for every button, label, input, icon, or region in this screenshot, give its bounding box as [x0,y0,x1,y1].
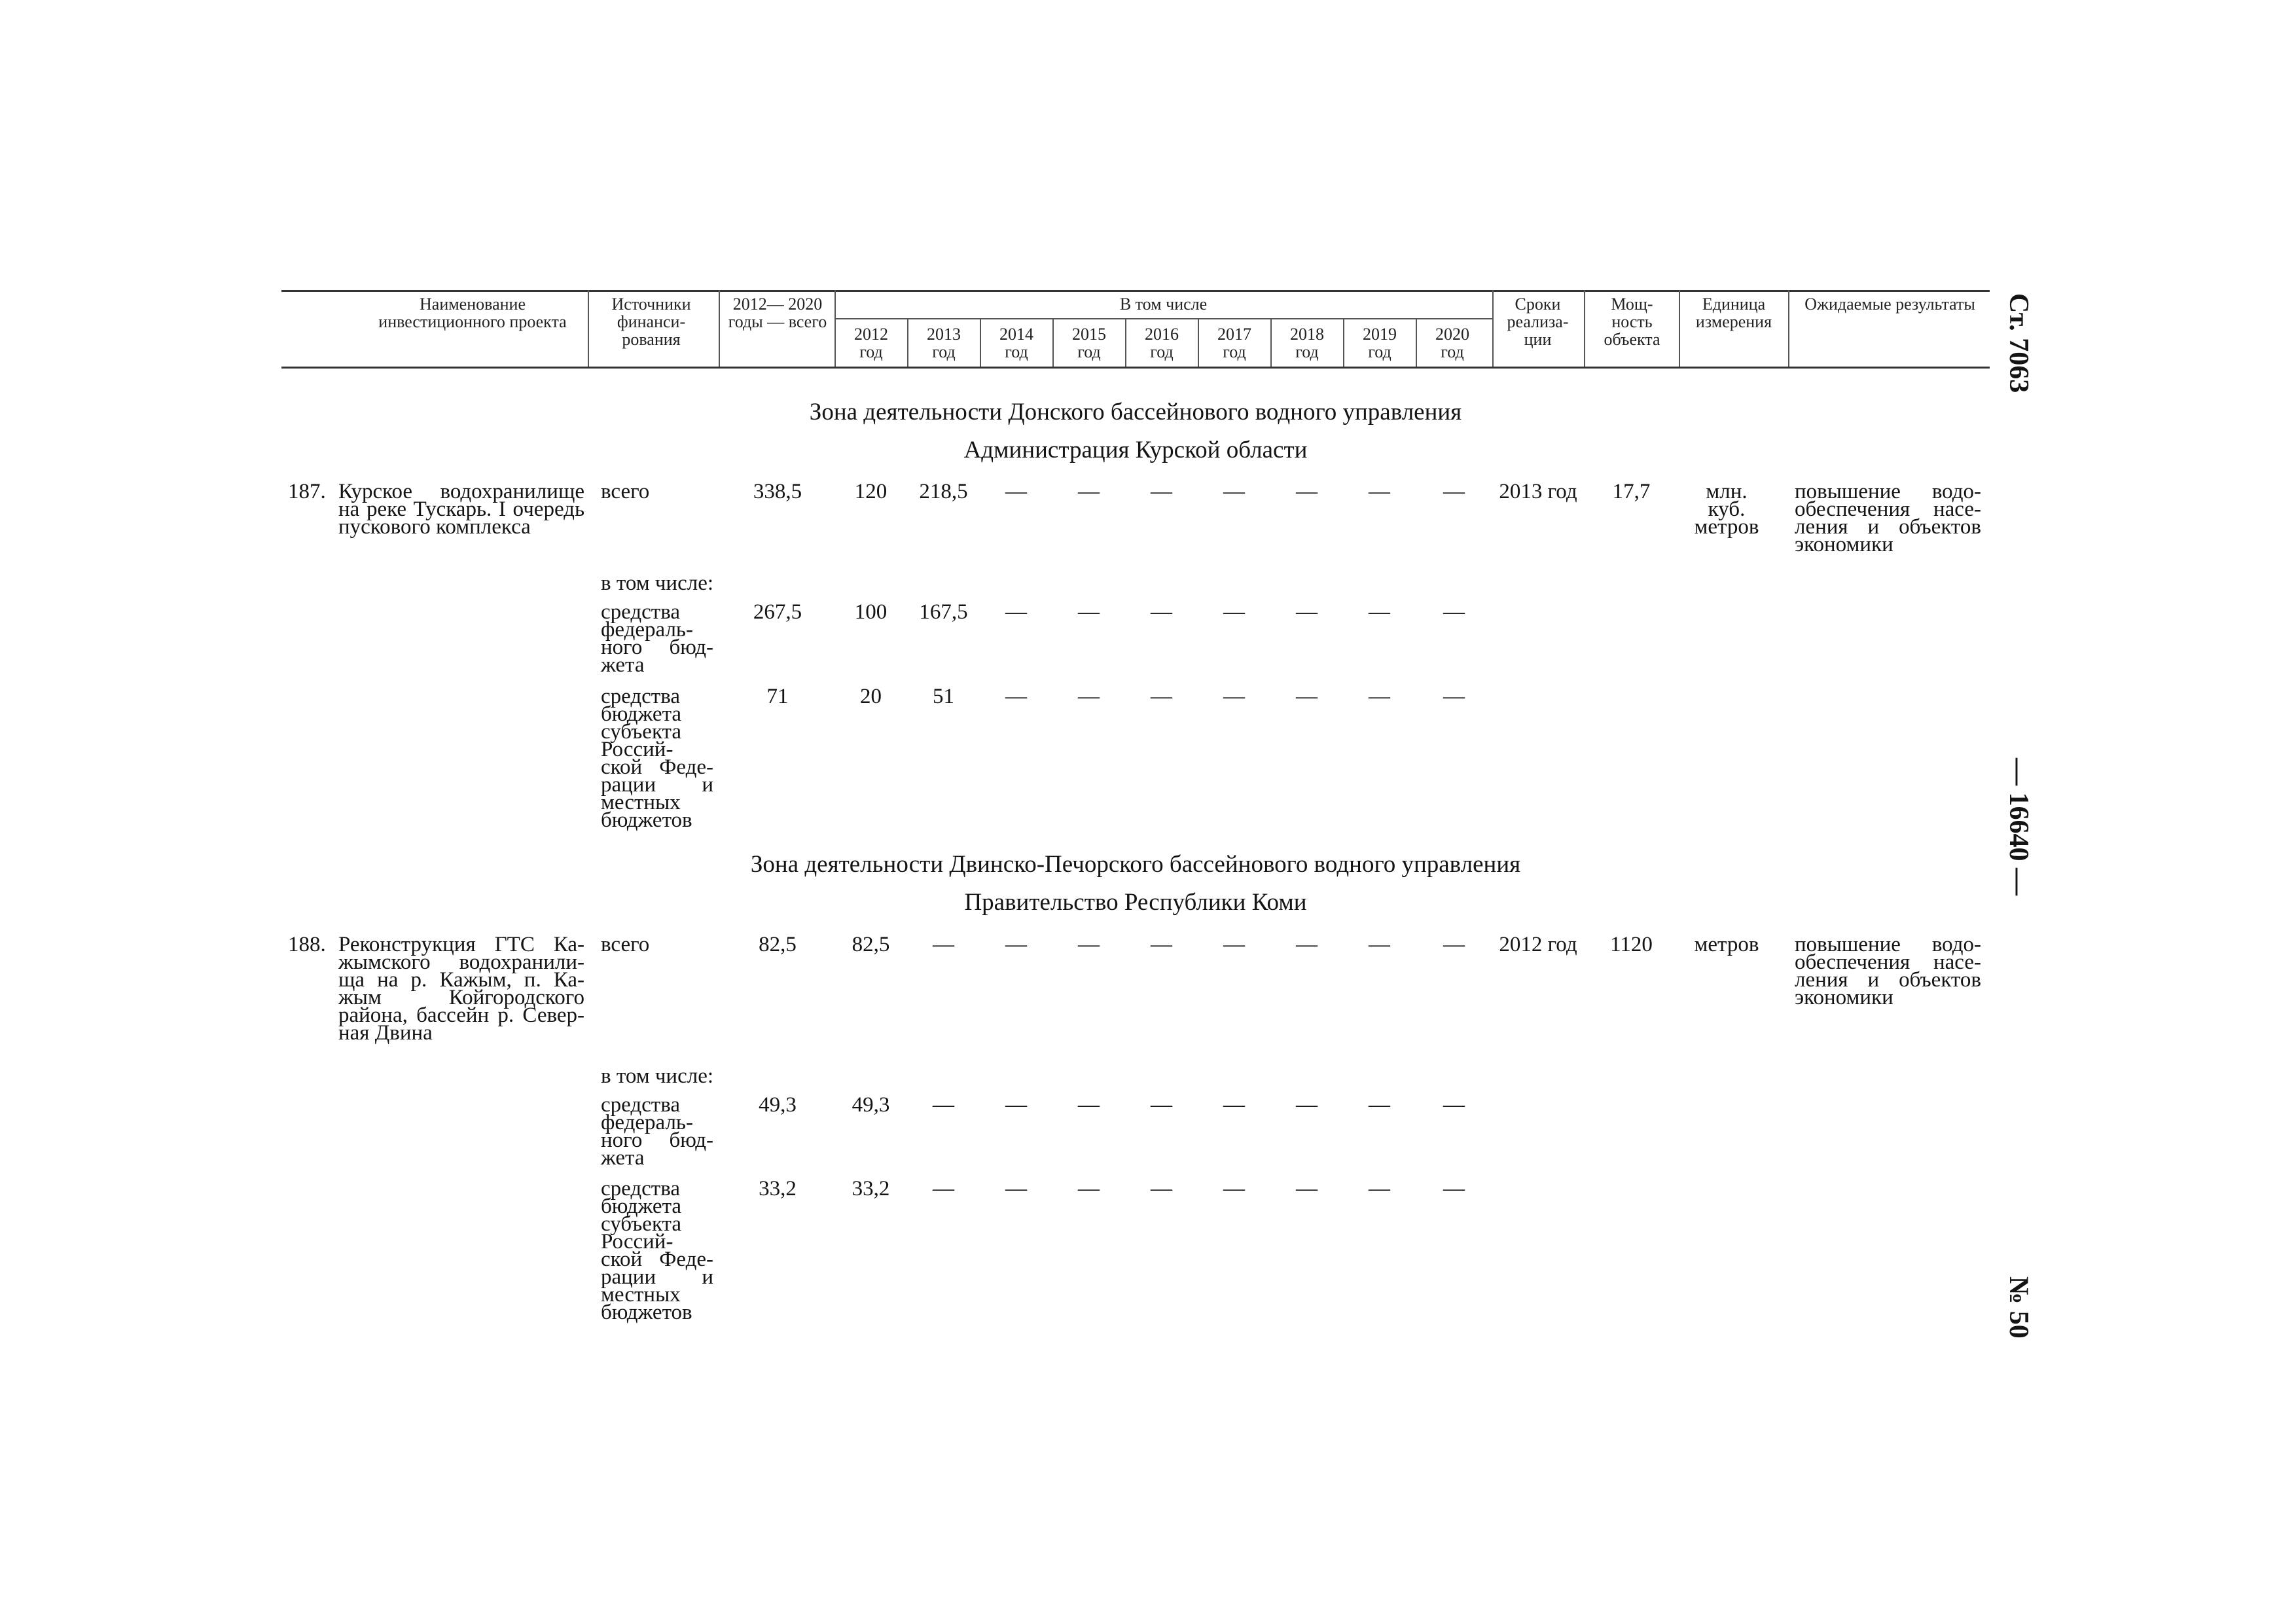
including-label: в том числе: [601,571,714,595]
year-value: — [1078,933,1100,956]
year-value: 33,2 [852,1177,890,1200]
authority-heading: Администрация Курской области [963,437,1308,463]
header-year: 2016 год [1145,325,1179,361]
including-label: в том числе: [601,1064,714,1088]
source-label: всего [601,933,650,956]
year-value: 82,5 [852,933,890,956]
year-value: — [1078,480,1100,503]
year-value: 49,3 [852,1093,890,1117]
year-value: — [1296,1177,1318,1200]
year-value: 167,5 [919,600,968,624]
capacity-value: 1120 [1610,933,1653,956]
year-value: — [1443,600,1465,624]
source-label: средства бюджета субъекта Россий- ской Феде- рации и местных бюджетов [601,1177,713,1324]
header-bottom-rule [281,367,1990,369]
year-value: — [1223,480,1245,503]
source-label: всего [601,480,650,503]
year-value: — [1005,600,1027,624]
year-value: — [1369,480,1390,503]
term-value: 2012 год [1499,933,1577,956]
total-value: 82,5 [759,933,797,956]
header-unit: Единица измерения [1695,295,1772,331]
year-value: — [933,1093,954,1117]
year-value: — [1296,685,1318,708]
year-value: 51 [933,685,954,708]
year-value: — [1078,685,1100,708]
year-value: — [1151,1093,1172,1117]
header-year: 2020 год [1435,325,1469,361]
expected-result: повышение водо- обеспечения насе- ления и объектов экономики [1795,933,1981,1009]
year-value: — [1005,480,1027,503]
header-total: 2012— 2020 годы — всего [728,295,827,331]
header-year: 2018 год [1290,325,1324,361]
col-divider [1270,318,1272,367]
col-divider [1492,290,1494,367]
year-value: — [1369,600,1390,624]
header-term: Сроки реализа- ции [1507,295,1569,349]
document-number: — 16640 — [2003,758,2034,895]
source-label: средства федераль- ного бюд- жета [601,600,713,677]
zone-heading: Зона деятельности Двинско-Печорского бассейнового водного управления [750,851,1521,878]
year-value: — [933,1177,954,1200]
year-value: — [933,933,954,956]
year-value: — [1443,933,1465,956]
header-year: 2012 год [854,325,888,361]
year-value: — [1223,1177,1245,1200]
header-including: В том числе [1119,295,1208,314]
col-divider [1052,318,1054,367]
year-value: — [1078,1177,1100,1200]
expected-result: повышение водо- обеспечения насе- ления и объектов экономики [1795,480,1981,556]
year-value: — [1443,480,1465,503]
unit-value: млн. куб. метров [1694,480,1759,539]
header-results: Ожидаемые результаты [1804,295,1975,314]
year-value: — [1223,933,1245,956]
header-year: 2017 год [1217,325,1251,361]
source-label: средства бюджета субъекта Россий- ской Феде- рации и местных бюджетов [601,685,713,832]
year-value: — [1078,1093,1100,1117]
project-number: 187. [288,480,326,503]
col-divider [1679,290,1680,367]
unit-value: метров [1694,933,1759,956]
year-value: — [1443,1093,1465,1117]
year-value: — [1369,933,1390,956]
year-value: — [1223,1093,1245,1117]
year-value: — [1005,685,1027,708]
header-capacity: Мощ- ность объекта [1604,295,1660,349]
year-value: — [1223,600,1245,624]
header-top-rule [281,290,1990,292]
authority-heading: Правительство Республики Коми [964,889,1307,916]
year-value: 100 [854,600,888,624]
year-value: — [1005,1093,1027,1117]
years-subheader-rule [834,318,1492,319]
project-number: 188. [288,933,326,956]
year-value: — [1078,600,1100,624]
year-value: — [1151,933,1172,956]
col-divider [1198,318,1199,367]
term-value: 2013 год [1499,480,1577,503]
total-value: 33,2 [759,1177,797,1200]
year-value: — [1296,480,1318,503]
col-divider [1343,318,1344,367]
year-value: 20 [860,685,882,708]
col-divider [1584,290,1585,367]
year-value: — [1296,1093,1318,1117]
year-value: 218,5 [919,480,968,503]
year-value: — [1151,480,1172,503]
col-divider [1416,318,1417,367]
year-value: — [1369,1177,1390,1200]
col-divider [907,318,908,367]
source-label: средства федераль- ного бюд- жета [601,1093,713,1170]
col-divider [1125,318,1126,367]
page-reference: Ст. 7063 [2003,293,2034,393]
header-year: 2014 год [999,325,1033,361]
year-value: — [1369,685,1390,708]
col-divider [588,290,589,367]
zone-heading: Зона деятельности Донского бассейнового водного управления [809,399,1462,425]
project-name: Реконструкция ГТС Ка- жымского водохранили- ща на р. Кажым, п. Ка- жым Койгородского района, бассейн р. Север- ная Двина [338,933,584,1045]
header-year: 2019 год [1363,325,1397,361]
total-value: 338,5 [753,480,802,503]
project-name: Курское водохранилище на реке Тускарь. I очередь пускового комплекса [338,480,584,539]
col-divider [980,318,981,367]
year-value: — [1005,1177,1027,1200]
year-value: — [1443,685,1465,708]
total-value: 71 [766,685,789,708]
year-value: — [1223,685,1245,708]
year-value: — [1151,1177,1172,1200]
col-divider [719,290,720,367]
total-value: 267,5 [753,600,802,624]
header-year: 2013 год [927,325,961,361]
total-value: 49,3 [759,1093,797,1117]
year-value: 120 [854,480,888,503]
year-value: — [1443,1177,1465,1200]
year-value: — [1296,933,1318,956]
header-year: 2015 год [1072,325,1106,361]
header-name: Наименование инвестиционного проекта [378,295,567,331]
year-value: — [1005,933,1027,956]
header-sources: Источники финанси- рования [611,295,691,349]
year-value: — [1369,1093,1390,1117]
col-divider [1788,290,1789,367]
issue-number: № 50 [2003,1276,2034,1339]
year-value: — [1296,600,1318,624]
year-value: — [1151,685,1172,708]
year-value: — [1151,600,1172,624]
capacity-value: 17,7 [1612,480,1651,503]
